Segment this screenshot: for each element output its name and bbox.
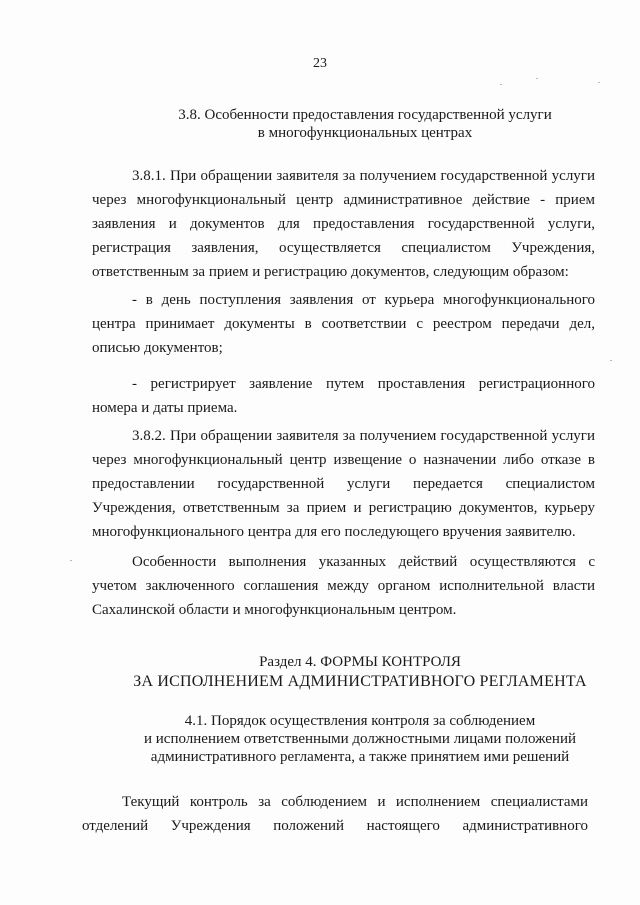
heading-line: и исполнением ответственными должностными лицами положений xyxy=(143,731,577,747)
paragraph-line: Текущий контроль за соблюдением и исполнением специалистами xyxy=(122,794,588,810)
page-number: 23 xyxy=(313,56,327,71)
paragraph-line: заявления и документов для предоставления государственной услуги, xyxy=(92,216,595,232)
paragraph-line: через многофункциональный центр административное действие - прием xyxy=(92,192,595,208)
paragraph-3-8-1 xyxy=(92,164,595,284)
paragraph-line: 3.8.1. При обращении заявителя за получением государственной услуги xyxy=(132,168,595,184)
paragraph-3-8-2 xyxy=(92,424,595,544)
heading-line: 4.1. Порядок осуществления контроля за соблюдением xyxy=(184,713,536,729)
paragraph-line: Учреждения, ответственным за прием и регистрацию документов, курьеру xyxy=(92,500,595,516)
bullet-line: номера и даты приема. xyxy=(92,400,238,416)
scan-speck xyxy=(598,82,600,83)
paragraph-line: отделений Учреждения положений настоящего административного xyxy=(82,818,588,834)
heading-line: 3.8. Особенности предоставления государственной услуги xyxy=(178,107,552,123)
paragraph-line: через многофункциональный центр извещение о назначении либо отказе в xyxy=(92,452,595,468)
paragraph-line: 3.8.2. При обращении заявителя за получением государственной услуги xyxy=(132,428,595,444)
bullet-line: - в день поступления заявления от курьера многофункционального xyxy=(132,292,595,308)
scan-speck xyxy=(500,84,502,85)
heading-line: в многофункциональных центрах xyxy=(257,125,473,141)
bullet-line: центра принимает документы в соответствии с реестром передачи дел, xyxy=(92,316,595,332)
paragraph-line: Сахалинской области и многофункциональным центром. xyxy=(92,602,457,618)
bullet-line: - регистрирует заявление путем проставления регистрационного xyxy=(132,376,595,392)
bullet-line: описью документов; xyxy=(92,340,223,356)
scan-speck xyxy=(536,78,538,79)
bullet-item-1 xyxy=(92,288,595,360)
heading-line: административного регламента, а также принятием ими решений xyxy=(150,749,570,765)
bullet-item-2 xyxy=(92,372,595,420)
paragraph-line: ответственным за прием и регистрацию документов, следующим образом: xyxy=(92,264,569,280)
paragraph-line: учетом заключенного соглашения между органом исполнительной власти xyxy=(92,578,595,594)
scan-speck xyxy=(610,360,612,361)
paragraph-line: многофункционального центра для его последующего вручения заявителю. xyxy=(92,524,576,540)
subsection-4-1-heading xyxy=(120,712,600,766)
heading-line: Раздел 4. ФОРМЫ КОНТРОЛЯ xyxy=(259,654,461,670)
paragraph-line: Особенности выполнения указанных действий осуществляются с xyxy=(132,554,595,570)
scan-speck xyxy=(70,560,72,561)
section-3-8-heading xyxy=(150,106,580,142)
paragraph-line: предоставлении государственной услуги передается специалистом xyxy=(92,476,595,492)
heading-line: ЗА ИСПОЛНЕНИЕМ АДМИНИСТРАТИВНОГО РЕГЛАМЕНТА xyxy=(133,673,587,690)
paragraph-current-control xyxy=(82,790,588,838)
paragraph-line: регистрация заявления, осуществляется специалистом Учреждения, xyxy=(92,240,595,256)
section-4-heading xyxy=(130,652,590,692)
paragraph-features xyxy=(92,550,595,622)
